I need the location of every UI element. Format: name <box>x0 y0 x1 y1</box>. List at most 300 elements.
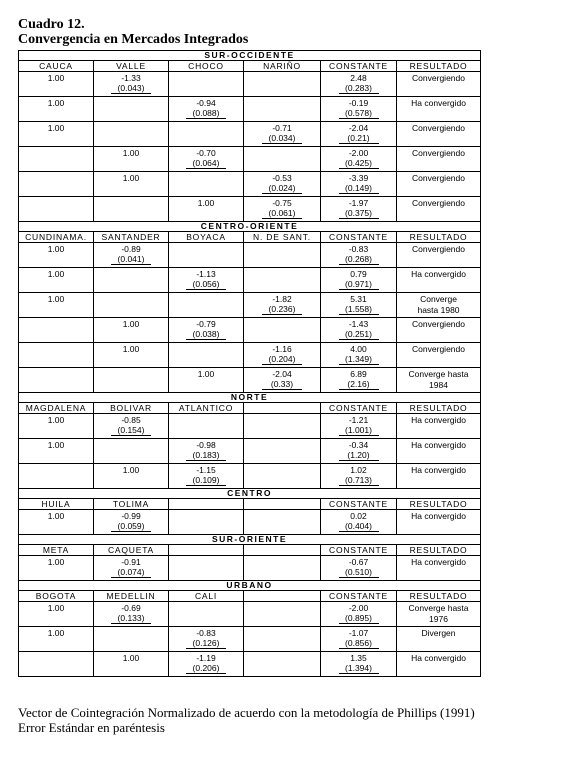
coefficient-value: -2.00 <box>348 148 369 158</box>
column-header: CUNDINAMA. <box>19 232 94 243</box>
coefficient-cell <box>19 556 94 581</box>
standard-error: (0.251) <box>339 329 379 340</box>
coefficient-value: 1.00 <box>122 344 140 354</box>
coefficient-cell <box>244 464 321 489</box>
standard-error: (0.109) <box>186 475 226 486</box>
standard-error: (0.041) <box>111 254 151 265</box>
coefficient-value: -0.94 <box>196 98 216 108</box>
column-header <box>244 545 321 556</box>
result-cell <box>397 293 481 318</box>
footer-note-method: Vector de Cointegración Normalizado de acuerdo con la metodología de Phillips (1991) <box>18 705 475 720</box>
coefficient-cell <box>94 343 169 368</box>
coefficient-cell <box>321 368 397 393</box>
coefficient-cell <box>169 652 244 677</box>
column-header: META <box>19 545 94 556</box>
coefficient-cell <box>169 414 244 439</box>
coefficient-cell <box>244 414 321 439</box>
table-caption-number: Cuadro 12. <box>18 17 85 32</box>
result-text: Ha convergido <box>411 511 466 521</box>
standard-error: (0.024) <box>262 183 302 194</box>
coefficient-cell <box>19 122 94 147</box>
column-header-row <box>19 545 481 556</box>
column-header: CAUCA <box>19 61 94 72</box>
column-header: VALLE <box>94 61 169 72</box>
result-cell <box>397 343 481 368</box>
coefficient-cell <box>94 602 169 627</box>
standard-error: (0.21) <box>339 133 379 144</box>
coefficient-cell <box>94 122 169 147</box>
coefficient-cell <box>321 318 397 343</box>
coefficient-cell <box>19 147 94 172</box>
convergence-table <box>18 50 481 677</box>
coefficient-value: -1.15 <box>196 465 216 475</box>
column-header: CONSTANTE <box>321 545 397 556</box>
coefficient-cell <box>321 147 397 172</box>
coefficient-cell <box>321 172 397 197</box>
coefficient-cell <box>169 510 244 535</box>
coefficient-cell <box>321 652 397 677</box>
column-header: BOYACA <box>169 232 244 243</box>
coefficient-value: -0.89 <box>121 244 141 254</box>
column-header: CAQUETA <box>94 545 169 556</box>
coefficient-value: 1.00 <box>122 173 140 183</box>
column-header: CONSTANTE <box>321 591 397 602</box>
coefficient-value: 1.35 <box>350 653 367 663</box>
table-row <box>19 197 481 222</box>
column-header: ATLANTICO <box>169 403 244 414</box>
coefficient-cell <box>169 343 244 368</box>
coefficient-cell <box>19 318 94 343</box>
result-cell <box>397 414 481 439</box>
result-text: Convergiendo <box>412 344 465 354</box>
coefficient-value: 1.00 <box>47 269 65 279</box>
section-title-row <box>19 489 481 499</box>
column-header-row <box>19 499 481 510</box>
coefficient-cell <box>169 197 244 222</box>
coefficient-value: -2.04 <box>348 123 369 133</box>
table-row <box>19 439 481 464</box>
coefficient-value: 1.00 <box>122 465 140 475</box>
coefficient-cell <box>321 97 397 122</box>
table-row <box>19 510 481 535</box>
section-title: SUR-OCCIDENTE <box>19 51 481 61</box>
table-row <box>19 414 481 439</box>
coefficient-cell <box>244 243 321 268</box>
coefficient-cell <box>19 72 94 97</box>
standard-error: (0.268) <box>339 254 379 265</box>
standard-error: (0.034) <box>262 133 302 144</box>
coefficient-cell <box>244 318 321 343</box>
standard-error: (0.425) <box>339 158 379 169</box>
coefficient-value: 1.00 <box>47 415 65 425</box>
column-header: RESULTADO <box>397 591 481 602</box>
coefficient-value: -0.99 <box>121 511 141 521</box>
coefficient-cell <box>244 368 321 393</box>
section-title: URBANO <box>19 581 481 591</box>
result-cell <box>397 602 481 627</box>
result-cell <box>397 72 481 97</box>
column-header <box>169 545 244 556</box>
coefficient-cell <box>19 343 94 368</box>
result-cell <box>397 318 481 343</box>
standard-error: (0.283) <box>339 83 379 94</box>
coefficient-cell <box>94 197 169 222</box>
result-text: Convergiendo <box>412 123 465 133</box>
column-header: NARIÑO <box>244 61 321 72</box>
column-header <box>244 499 321 510</box>
coefficient-cell <box>19 97 94 122</box>
coefficient-value: 1.00 <box>47 123 65 133</box>
coefficient-value: 1.00 <box>47 73 65 83</box>
coefficient-cell <box>169 318 244 343</box>
table-row <box>19 652 481 677</box>
standard-error: (0.404) <box>339 521 379 532</box>
column-header: RESULTADO <box>397 403 481 414</box>
coefficient-cell <box>244 268 321 293</box>
coefficient-cell <box>244 293 321 318</box>
coefficient-value: 1.00 <box>122 653 140 663</box>
coefficient-cell <box>321 343 397 368</box>
result-cell <box>397 510 481 535</box>
standard-error: (0.149) <box>339 183 379 194</box>
coefficient-cell <box>321 464 397 489</box>
result-text: Converge hasta <box>408 369 469 379</box>
column-header: CONSTANTE <box>321 61 397 72</box>
coefficient-value: -0.79 <box>196 319 216 329</box>
coefficient-cell <box>321 627 397 652</box>
coefficient-value: -0.19 <box>348 98 369 108</box>
coefficient-value: -0.67 <box>348 557 369 567</box>
coefficient-value: -0.70 <box>196 148 216 158</box>
coefficient-value: 1.00 <box>47 603 65 613</box>
coefficient-cell <box>244 602 321 627</box>
table-row <box>19 97 481 122</box>
table-row <box>19 72 481 97</box>
coefficient-value: 0.02 <box>350 511 367 521</box>
standard-error: (0.713) <box>339 475 379 486</box>
coefficient-value: -2.00 <box>348 603 369 613</box>
column-header: CALI <box>169 591 244 602</box>
coefficient-cell <box>244 627 321 652</box>
standard-error: (0.133) <box>111 613 151 624</box>
coefficient-cell <box>19 293 94 318</box>
coefficient-cell <box>169 243 244 268</box>
coefficient-cell <box>321 510 397 535</box>
standard-error: (1.001) <box>339 425 379 436</box>
coefficient-cell <box>94 97 169 122</box>
coefficient-cell <box>94 268 169 293</box>
coefficient-cell <box>94 72 169 97</box>
standard-error: (1.20) <box>339 450 379 461</box>
result-cell <box>397 627 481 652</box>
table-row <box>19 556 481 581</box>
result-cell <box>397 652 481 677</box>
coefficient-cell <box>169 72 244 97</box>
column-header-row <box>19 61 481 72</box>
column-header: MAGDALENA <box>19 403 94 414</box>
coefficient-cell <box>94 147 169 172</box>
coefficient-value: -1.43 <box>348 319 369 329</box>
coefficient-cell <box>19 602 94 627</box>
coefficient-cell <box>94 439 169 464</box>
coefficient-value: -1.13 <box>196 269 216 279</box>
coefficient-cell <box>321 243 397 268</box>
result-cell <box>397 97 481 122</box>
column-header: TOLIMA <box>94 499 169 510</box>
standard-error: (0.204) <box>262 354 302 365</box>
column-header: RESULTADO <box>397 499 481 510</box>
section-title-row <box>19 535 481 545</box>
standard-error: (1.394) <box>339 663 379 674</box>
table-row <box>19 172 481 197</box>
coefficient-value: 1.00 <box>47 244 65 254</box>
coefficient-value: 2.48 <box>350 73 367 83</box>
coefficient-cell <box>321 414 397 439</box>
table-row <box>19 343 481 368</box>
coefficient-value: 0.79 <box>350 269 367 279</box>
coefficient-cell <box>94 414 169 439</box>
coefficient-cell <box>94 318 169 343</box>
coefficient-cell <box>244 439 321 464</box>
result-text: Converge <box>420 294 457 304</box>
column-header: CONSTANTE <box>321 403 397 414</box>
column-header <box>244 403 321 414</box>
coefficient-value: 1.00 <box>197 369 215 379</box>
coefficient-value: 1.00 <box>197 198 215 208</box>
coefficient-cell <box>94 556 169 581</box>
coefficient-cell <box>19 197 94 222</box>
standard-error: (0.578) <box>339 108 379 119</box>
result-text: Convergiendo <box>412 73 465 83</box>
result-cell <box>397 368 481 393</box>
result-text: Ha convergido <box>411 465 466 475</box>
standard-error: (0.038) <box>186 329 226 340</box>
section-title: CENTRO <box>19 489 481 499</box>
result-text: Ha convergido <box>411 269 466 279</box>
section-title-row <box>19 51 481 61</box>
result-text: Converge hasta <box>408 603 469 613</box>
coefficient-cell <box>94 627 169 652</box>
coefficient-cell <box>244 72 321 97</box>
result-text: Ha convergido <box>411 98 466 108</box>
coefficient-cell <box>19 268 94 293</box>
coefficient-cell <box>169 147 244 172</box>
coefficient-value: -1.19 <box>196 653 216 663</box>
section-title: NORTE <box>19 393 481 403</box>
standard-error: (0.206) <box>186 663 226 674</box>
table-row <box>19 602 481 627</box>
coefficient-value: -0.34 <box>348 440 369 450</box>
coefficient-cell <box>169 97 244 122</box>
coefficient-cell <box>321 268 397 293</box>
standard-error: (0.236) <box>262 304 302 315</box>
coefficient-cell <box>169 439 244 464</box>
coefficient-cell <box>19 627 94 652</box>
coefficient-value: -1.16 <box>272 344 292 354</box>
coefficient-value: 1.00 <box>47 557 65 567</box>
standard-error: (0.056) <box>186 279 226 290</box>
coefficient-cell <box>244 97 321 122</box>
coefficient-value: 1.00 <box>47 628 65 638</box>
coefficient-value: 1.00 <box>122 148 140 158</box>
coefficient-cell <box>321 72 397 97</box>
coefficient-cell <box>321 293 397 318</box>
result-text: Convergiendo <box>412 244 465 254</box>
coefficient-cell <box>321 439 397 464</box>
standard-error: (0.059) <box>111 521 151 532</box>
coefficient-value: 1.00 <box>47 511 65 521</box>
result-text: Divergen <box>421 628 456 638</box>
footer-note-error: Error Estándar en paréntesis <box>18 720 165 735</box>
column-header: CHOCO <box>169 61 244 72</box>
standard-error: (0.088) <box>186 108 226 119</box>
coefficient-value: 1.00 <box>47 98 65 108</box>
standard-error: (0.183) <box>186 450 226 461</box>
standard-error: (0.061) <box>262 208 302 219</box>
coefficient-cell <box>94 510 169 535</box>
coefficient-cell <box>244 147 321 172</box>
coefficient-value: -0.91 <box>121 557 141 567</box>
table-row <box>19 147 481 172</box>
section-title: CENTRO-ORIENTE <box>19 222 481 232</box>
result-text: Convergiendo <box>412 148 465 158</box>
coefficient-value: 5.31 <box>350 294 367 304</box>
coefficient-value: -0.83 <box>348 244 369 254</box>
coefficient-cell <box>19 414 94 439</box>
table-row <box>19 368 481 393</box>
coefficient-cell <box>321 556 397 581</box>
coefficient-cell <box>244 510 321 535</box>
standard-error: (0.154) <box>111 425 151 436</box>
result-cell <box>397 147 481 172</box>
result-text: Convergiendo <box>412 319 465 329</box>
coefficient-cell <box>94 652 169 677</box>
standard-error: (0.856) <box>339 638 379 649</box>
table-row <box>19 268 481 293</box>
result-text: Ha convergido <box>411 415 466 425</box>
standard-error: (0.074) <box>111 567 151 578</box>
coefficient-cell <box>94 243 169 268</box>
coefficient-cell <box>244 197 321 222</box>
column-header-row <box>19 403 481 414</box>
coefficient-cell <box>94 172 169 197</box>
coefficient-value: -3.39 <box>348 173 369 183</box>
coefficient-value: -1.97 <box>348 198 369 208</box>
result-cell <box>397 268 481 293</box>
column-header: RESULTADO <box>397 545 481 556</box>
standard-error: (0.064) <box>186 158 226 169</box>
standard-error: (0.895) <box>339 613 379 624</box>
result-cell <box>397 556 481 581</box>
table-row <box>19 627 481 652</box>
coefficient-value: -0.75 <box>272 198 292 208</box>
coefficient-value: -0.83 <box>196 628 216 638</box>
coefficient-value: -0.53 <box>272 173 292 183</box>
coefficient-value: 4.00 <box>350 344 367 354</box>
column-header: RESULTADO <box>397 232 481 243</box>
column-header: BOLIVAR <box>94 403 169 414</box>
table-row <box>19 122 481 147</box>
section-title-row <box>19 581 481 591</box>
coefficient-cell <box>169 627 244 652</box>
result-cell <box>397 197 481 222</box>
column-header: BOGOTA <box>19 591 94 602</box>
coefficient-cell <box>19 368 94 393</box>
result-text: 1976 <box>429 614 448 624</box>
table-row <box>19 318 481 343</box>
coefficient-cell <box>94 293 169 318</box>
table-row <box>19 293 481 318</box>
coefficient-cell <box>169 602 244 627</box>
column-header <box>169 499 244 510</box>
coefficient-cell <box>321 122 397 147</box>
result-cell <box>397 243 481 268</box>
column-header <box>244 591 321 602</box>
result-cell <box>397 439 481 464</box>
result-text: Ha convergido <box>411 653 466 663</box>
result-text: hasta 1980 <box>417 305 460 315</box>
coefficient-cell <box>169 556 244 581</box>
coefficient-value: -0.98 <box>196 440 216 450</box>
coefficient-cell <box>321 197 397 222</box>
section-title-row <box>19 222 481 232</box>
standard-error: (1.349) <box>339 354 379 365</box>
coefficient-cell <box>169 368 244 393</box>
result-text: 1984 <box>429 380 448 390</box>
standard-error: (0.510) <box>339 567 379 578</box>
table-row <box>19 464 481 489</box>
coefficient-value: -2.04 <box>272 369 292 379</box>
coefficient-cell <box>19 439 94 464</box>
coefficient-value: -0.71 <box>272 123 292 133</box>
coefficient-cell <box>169 293 244 318</box>
coefficient-cell <box>169 172 244 197</box>
table-row <box>19 243 481 268</box>
column-header: RESULTADO <box>397 61 481 72</box>
column-header: N. DE SANT. <box>244 232 321 243</box>
column-header-row <box>19 591 481 602</box>
coefficient-cell <box>19 172 94 197</box>
coefficient-value: 6.89 <box>350 369 367 379</box>
table-caption-title: Convergencia en Mercados Integrados <box>18 32 249 47</box>
section-title-row <box>19 393 481 403</box>
result-text: Ha convergido <box>411 440 466 450</box>
standard-error: (1.558) <box>339 304 379 315</box>
column-header: CONSTANTE <box>321 232 397 243</box>
column-header: CONSTANTE <box>321 499 397 510</box>
coefficient-cell <box>244 343 321 368</box>
standard-error: (0.33) <box>262 379 302 390</box>
coefficient-cell <box>244 172 321 197</box>
coefficient-cell <box>19 510 94 535</box>
coefficient-value: -1.82 <box>272 294 292 304</box>
result-text: Convergiendo <box>412 173 465 183</box>
coefficient-cell <box>244 122 321 147</box>
coefficient-cell <box>321 602 397 627</box>
result-text: Convergiendo <box>412 198 465 208</box>
coefficient-cell <box>244 652 321 677</box>
coefficient-value: -0.69 <box>121 603 141 613</box>
coefficient-value: -1.21 <box>348 415 369 425</box>
result-cell <box>397 464 481 489</box>
coefficient-cell <box>244 556 321 581</box>
standard-error: (0.375) <box>339 208 379 219</box>
column-header: HUILA <box>19 499 94 510</box>
result-text: Ha convergido <box>411 557 466 567</box>
coefficient-cell <box>169 464 244 489</box>
standard-error: (0.043) <box>111 83 151 94</box>
coefficient-cell <box>169 268 244 293</box>
